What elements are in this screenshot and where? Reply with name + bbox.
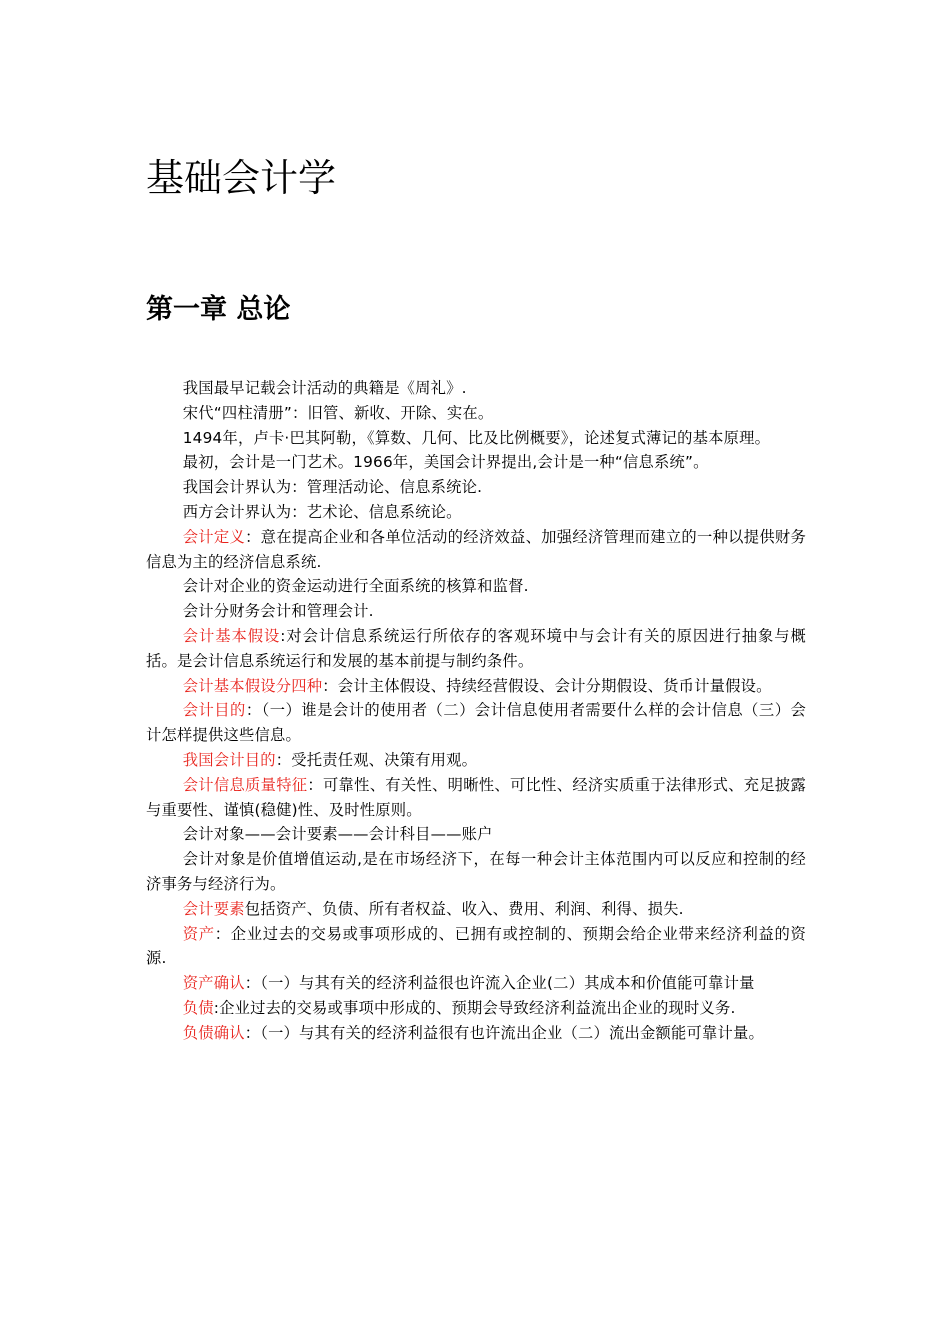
highlighted-term: 我国会计目的 — [182, 750, 276, 769]
paragraph — [146, 847, 806, 897]
paragraph — [146, 426, 806, 451]
chapter-body — [146, 376, 806, 1046]
highlighted-term: 会计信息质量特征 — [182, 775, 308, 794]
highlighted-term: 资产确认 — [182, 974, 245, 993]
highlighted-term: 会计目的 — [182, 701, 246, 720]
highlighted-term: 会计基本假设分四种 — [182, 676, 323, 695]
paragraph-text: 宋代“四柱清册”：旧管、新收、开除、实在。 — [182, 403, 494, 422]
document-title: 基础会计学 — [146, 156, 337, 200]
highlighted-term: 负债确认 — [182, 1023, 245, 1042]
highlighted-term: 会计基本假设 — [182, 626, 281, 645]
paragraph — [146, 401, 806, 426]
paragraph — [146, 922, 806, 972]
paragraph — [146, 1021, 806, 1046]
highlighted-term: 资产 — [182, 924, 215, 943]
chapter-heading: 第一章 总论 — [146, 294, 291, 325]
paragraph-text: 包括资产、负债、所有者权益、收入、费用、利润、利得、损失. — [244, 899, 684, 918]
paragraph-text: 会计分财务会计和管理会计. — [182, 602, 374, 621]
paragraph — [146, 897, 806, 922]
paragraph — [146, 698, 806, 748]
paragraph — [146, 624, 806, 674]
paragraph-text: 会计对象是价值增值运动,是在市场经济下，在每一种会计主体范围内可以反应和控制的经济事务与经济行为。 — [146, 850, 806, 893]
paragraph — [146, 475, 806, 500]
highlighted-term: 负债 — [182, 998, 214, 1017]
paragraph-text: 我国会计界认为：管理活动论、信息系统论. — [182, 478, 483, 497]
paragraph-text: ：受托责任观、决策有用观。 — [275, 750, 478, 769]
paragraph-text: 西方会计界认为：艺术论、信息系统论。 — [182, 502, 462, 521]
paragraph-text: ：企业过去的交易或事项形成的、已拥有或控制的、预期会给企业带来经济利益的资源. — [146, 924, 807, 968]
paragraph-text: :对会计信息系统运行所依存的客观环境中与会计有关的原因进行抽象与概括。是会计信息系统运行和发展的基本前提与制约条件。 — [146, 626, 806, 670]
paragraph — [146, 376, 806, 401]
paragraph-text: 会计对象——会计要素——会计科目——账户 — [182, 825, 493, 844]
paragraph — [146, 500, 806, 525]
paragraph — [146, 822, 806, 847]
paragraph-text: ：（一）与其有关的经济利益很有也许流出企业（二）流出金额能可靠计量。 — [244, 1023, 764, 1042]
paragraph-text: ：（一）与其有关的经济利益很也许流入企业(二）其成本和价值能可靠计量 — [244, 974, 755, 993]
highlighted-term: 会计定义 — [182, 527, 246, 546]
paragraph-text: ：意在提高企业和各单位活动的经济效益、加强经济管理而建立的一种以提供财务信息为主的经济信息系统. — [146, 527, 806, 571]
paragraph — [146, 574, 806, 599]
paragraph-text: 会计对企业的资金运动进行全面系统的核算和监督. — [182, 577, 529, 596]
paragraph — [146, 450, 806, 475]
paragraph-text: 我国最早记载会计活动的典籍是《周礼》. — [182, 379, 467, 397]
paragraph-text: 最初，会计是一门艺术。1966年，美国会计界提出,会计是一种“信息系统”。 — [182, 453, 709, 472]
paragraph — [146, 748, 806, 773]
paragraph-text: ：可靠性、有关性、明晰性、可比性、经济实质重于法律形式、充足披露与重要性、谨慎(稳健)性、及时性原则。 — [146, 775, 806, 819]
paragraph-text: :企业过去的交易或事项中形成的、预期会导致经济利益流出企业的现时义务. — [213, 998, 736, 1017]
paragraph — [146, 773, 806, 823]
highlighted-term: 会计要素 — [182, 899, 245, 918]
paragraph — [146, 971, 806, 996]
paragraph-text: 1494年，卢卡·巴其阿勒，《算数、几何、比及比例概要》，论述复式薄记的基本原理。 — [182, 428, 771, 447]
paragraph — [146, 525, 806, 575]
paragraph — [146, 674, 806, 699]
paragraph — [146, 599, 806, 624]
paragraph — [146, 996, 806, 1021]
paragraph-text: ：（一）谁是会计的使用者（二）会计信息使用者需要什么样的会计信息（三）会计怎样提供这些信息。 — [146, 701, 806, 745]
paragraph-text: ：会计主体假设、持续经营假设、会计分期假设、货币计量假设。 — [322, 676, 772, 695]
